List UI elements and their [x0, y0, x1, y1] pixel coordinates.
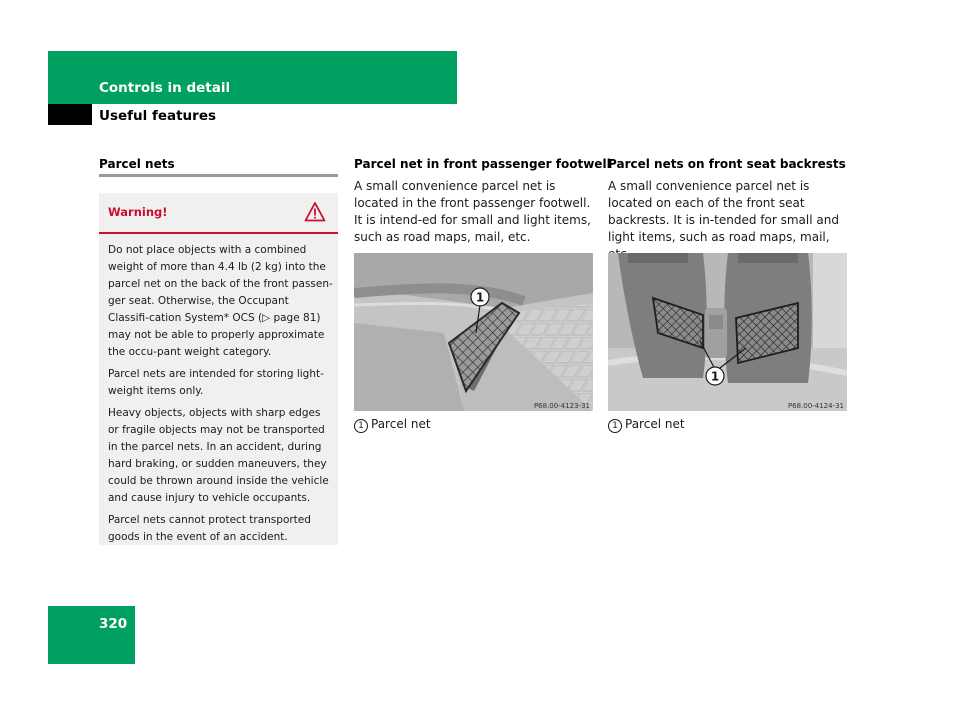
- backrest-nets-heading: Parcel nets on front seat backrests: [608, 157, 846, 171]
- heading-rule: [99, 174, 338, 177]
- caption-number: 1: [354, 419, 368, 433]
- footwell-net-description: A small convenience parcel net is located in the front passenger footwell. It is intend-ed for small and light items, such as road maps, mail, etc.: [354, 179, 591, 244]
- backrest-nets-description: A small convenience parcel net is located on each of the front seat backrests. It is in-tended for small and light items, such as road maps, mail,: [608, 179, 839, 244]
- subsection-title: Useful features: [99, 108, 217, 124]
- warning-body: [108, 242, 333, 551]
- page-number-box: [48, 606, 135, 664]
- caption-text: Parcel net: [625, 417, 685, 431]
- footwell-net-caption: [354, 417, 431, 433]
- footwell-net-photo: [354, 253, 593, 411]
- warning-header: [99, 193, 338, 234]
- caption-number: 1: [608, 419, 622, 433]
- photo-code: P68.00-4124-31: [787, 402, 844, 410]
- warning-paragraph: Parcel nets cannot protect transported goods in the event of an accident.: [108, 514, 311, 543]
- warning-box: [99, 193, 338, 545]
- backrest-nets-photo: [608, 253, 847, 411]
- caption-text: Parcel net: [371, 417, 431, 431]
- header-band: [48, 51, 457, 104]
- photo-code: P68.00-4123-31: [533, 402, 590, 410]
- backrest-nets-caption: [608, 417, 685, 433]
- photo-callout-number: 1: [475, 290, 485, 305]
- warning-paragraph: Do not place objects with a combined weight of more than 4.4 lb (2 kg) into the parcel net on the back of the front passen-ger seat. Otherwise, the Occupant Classifi-cation System* OCS (▷ page 81) may not be able to properly approximate the occu-pant weight category.: [108, 244, 333, 358]
- photo-callout-number: 1: [710, 369, 720, 384]
- section-title: Controls in detail: [99, 80, 231, 96]
- page-number: 320: [99, 616, 128, 632]
- footwell-net-heading: Parcel net in front passenger footwell: [354, 157, 611, 171]
- parcel-nets-heading: Parcel nets: [99, 157, 175, 171]
- section-tab-marker: [48, 104, 92, 125]
- warning-triangle-icon: [304, 201, 326, 222]
- warning-paragraph: Heavy objects, objects with sharp edges or fragile objects may not be transported in the parcel nets. In an accident, during hard braking, or sudden maneuvers, they could be thrown around inside the vehicle and cause injury to vehicle occupants.: [108, 407, 329, 504]
- warning-label: Warning!: [108, 205, 168, 219]
- warning-paragraph: Parcel nets are intended for storing light-weight items only.: [108, 368, 324, 397]
